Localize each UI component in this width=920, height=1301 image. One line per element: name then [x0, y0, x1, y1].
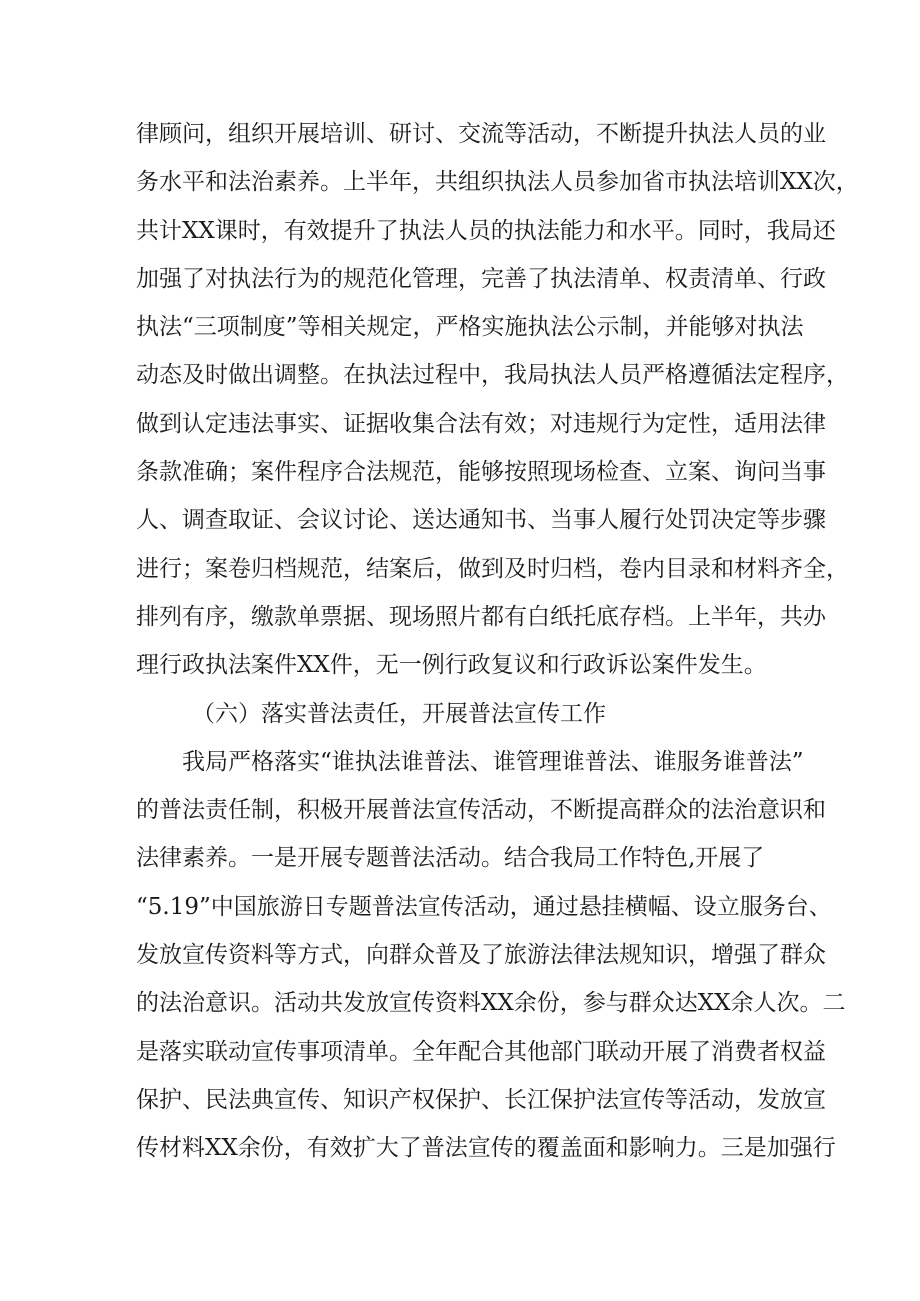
paragraph-line: 的普法责任制，积极开展普法宣传活动，不断提高群众的法治意识和 — [136, 797, 826, 824]
paragraph-line: 执法“三项制度”等相关规定，严格实施执法公示制，并能够对执法 — [136, 314, 804, 341]
paragraph-line: 法律素养。一是开展专题普法活动。结合我局工作特色,开展了 — [136, 845, 765, 872]
paragraph-line: 的法治意识。活动共发放宣传资料XX余份，参与群众达XX余人次。二 — [136, 990, 846, 1017]
paragraph-line: 加强了对执法行为的规范化管理，完善了执法清单、权责清单、行政 — [136, 265, 826, 292]
paragraph-line: 保护、民法典宣传、知识产权保护、长江保护法宣传等活动，发放宣 — [136, 1086, 826, 1113]
paragraph-line: 动态及时做出调整。在执法过程中，我局执法人员严格遵循法定程序， — [136, 362, 849, 389]
paragraph-line: 条款准确；案件程序合法规范，能够按照现场检查、立案、询问当事 — [136, 459, 826, 486]
paragraph-line: “5.19”中国旅游日专题普法宣传活动，通过悬挂横幅、设立服务台、 — [136, 893, 832, 920]
paragraph-line: 传材料XX余份，有效扩大了普法宣传的覆盖面和影响力。三是加强行 — [136, 1135, 836, 1162]
document-body — [136, 110, 859, 1173]
paragraph-line: 进行；案卷归档规范，结案后，做到及时归档，卷内目录和材料齐全， — [136, 555, 849, 582]
paragraph-line: 做到认定违法事实、证据收集合法有效；对违规行为定性，适用法律 — [136, 410, 826, 437]
paragraph-line: 人、调查取证、会议讨论、送达通知书、当事人履行处罚决定等步骤 — [136, 507, 826, 534]
paragraph-line: 排列有序，缴款单票据、现场照片都有白纸托底存档。上半年，共办 — [136, 603, 826, 630]
paragraph-line: 发放宣传资料等方式，向群众普及了旅游法律法规知识，增强了群众 — [136, 942, 826, 969]
paragraph-line: 理行政执法案件XX件，无一例行政复议和行政诉讼案件发生。 — [136, 652, 767, 679]
paragraph-line: 是落实联动宣传事项清单。全年配合其他部门联动开展了消费者权益 — [136, 1038, 826, 1065]
paragraph-line: 律顾问，组织开展培训、研讨、交流等活动，不断提升执法人员的业 — [136, 121, 826, 147]
paragraph-line: 共计XX课时，有效提升了执法人员的执法能力和水平。同时，我局还 — [136, 217, 836, 244]
paragraph-line: 我局严格落实“谁执法谁普法、谁管理谁普法、谁服务谁普法” — [182, 748, 804, 775]
section-heading: （六）落实普法责任，开展普法宣传工作 — [192, 700, 606, 727]
paragraph-line: 务水平和法治素养。上半年，共组织执法人员参加省市执法培训XX次， — [136, 169, 859, 196]
